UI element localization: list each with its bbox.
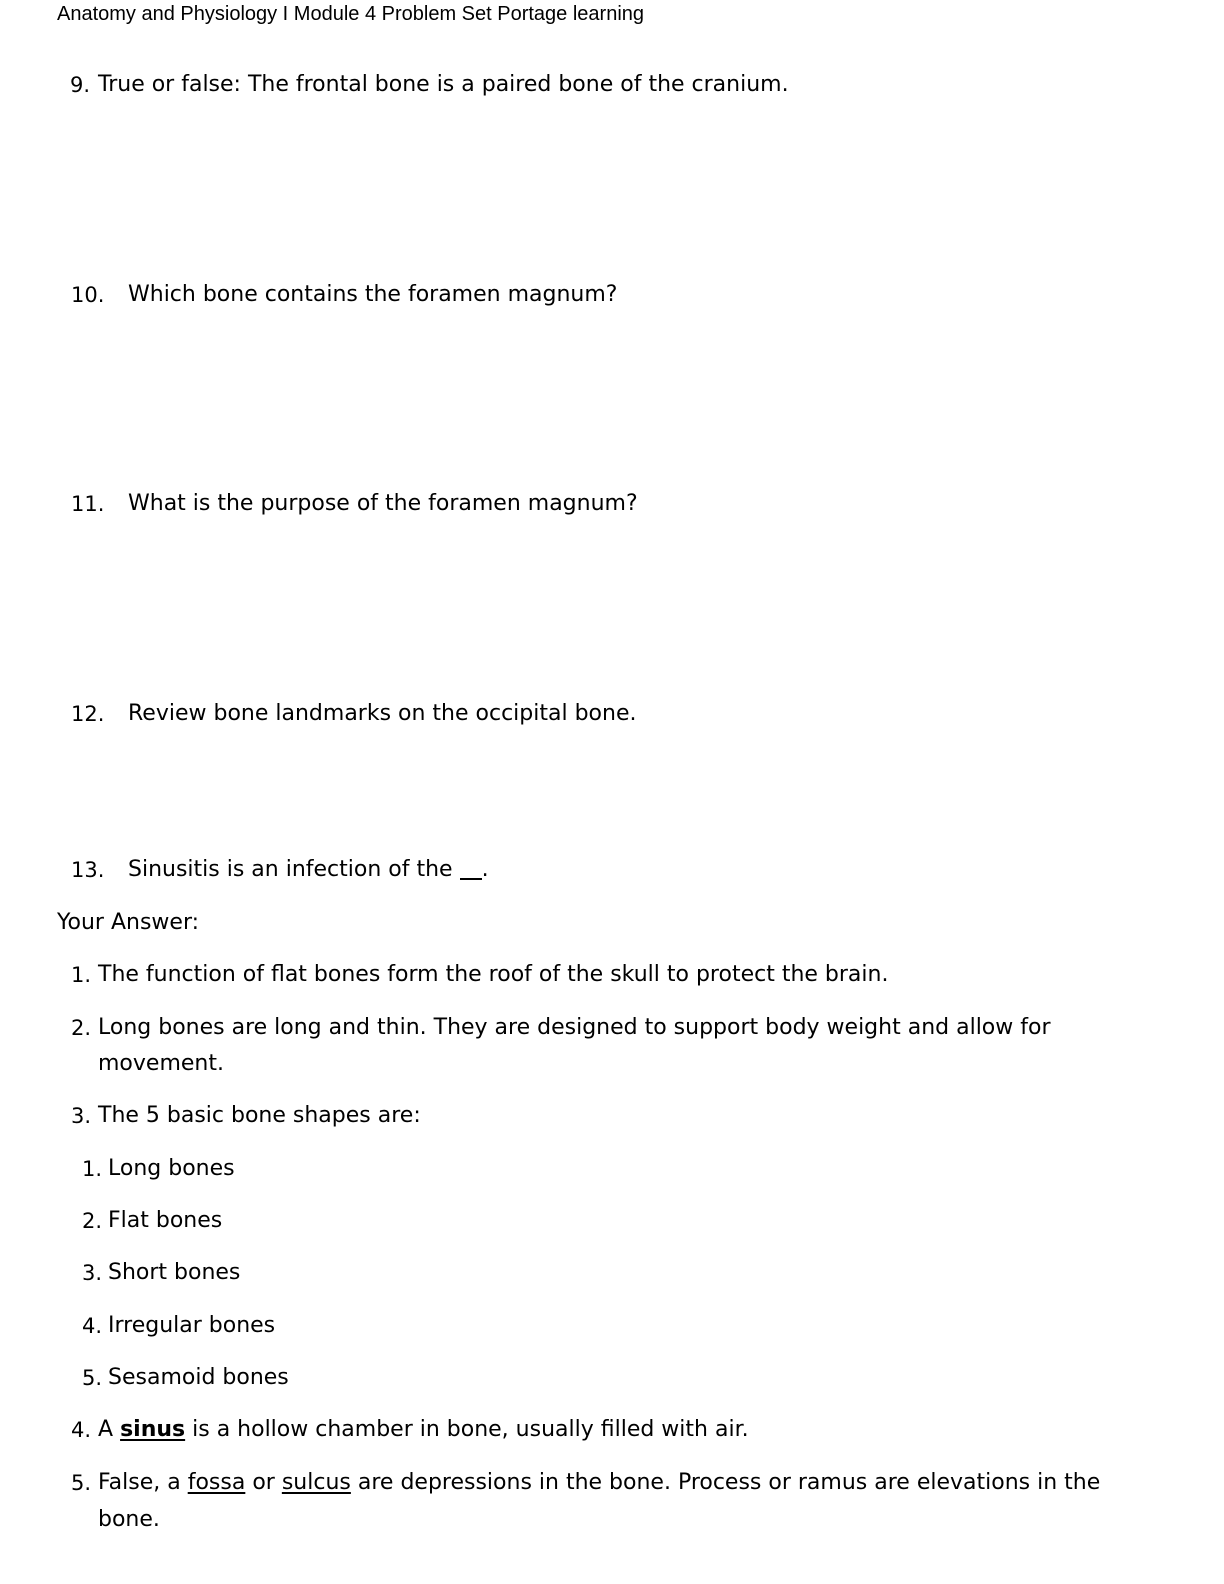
question-text: Review bone landmarks on the occipital bone. [128, 701, 637, 726]
answer-number: 3. [71, 1104, 92, 1128]
answer-text: The 5 basic bone shapes are: [98, 1103, 421, 1128]
question-number: 11. [71, 492, 105, 516]
answer-heading: Your Answer: [57, 910, 200, 935]
answer-5-continued: bone. [98, 1507, 160, 1532]
answer-text-line-1: Long bones are long and thin. They are designed to support body weight and allow for [98, 1015, 1051, 1040]
question-text: True or false: The frontal bone is a paired bone of the cranium. [98, 72, 789, 97]
answer-text: The function of flat bones form the roof of the skull to protect the brain. [98, 962, 889, 987]
answer-2-continued: movement. [98, 1051, 224, 1076]
page-header-title: Anatomy and Physiology I Module 4 Problem Set Portage learning [57, 3, 645, 25]
question-number: 9. [70, 73, 91, 97]
question-number: 10. [71, 283, 105, 307]
answer-text: A sinus is a hollow chamber in bone, usually filled with air. [98, 1417, 749, 1442]
question-number: 12. [71, 702, 105, 726]
term-sinus: sinus [120, 1417, 186, 1442]
answer-number: 4. [71, 1418, 92, 1442]
question-text: What is the purpose of the foramen magnum? [128, 491, 638, 516]
term-sulcus: sulcus [281, 1470, 351, 1495]
answer-number: 5. [71, 1471, 92, 1495]
answer-text-line-1: False, a fossa or sulcus are depressions in the bone. Process or ramus are elevations in the [98, 1470, 1101, 1495]
question-text: Which bone contains the foramen magnum? [128, 282, 618, 307]
answer-blank [460, 877, 482, 880]
question-text: Sinusitis is an infection of the . [128, 857, 489, 882]
answer-number: 1. [71, 963, 92, 987]
answer-number: 2. [71, 1016, 92, 1040]
question-number: 13. [71, 858, 105, 882]
term-fossa: fossa [187, 1470, 246, 1495]
